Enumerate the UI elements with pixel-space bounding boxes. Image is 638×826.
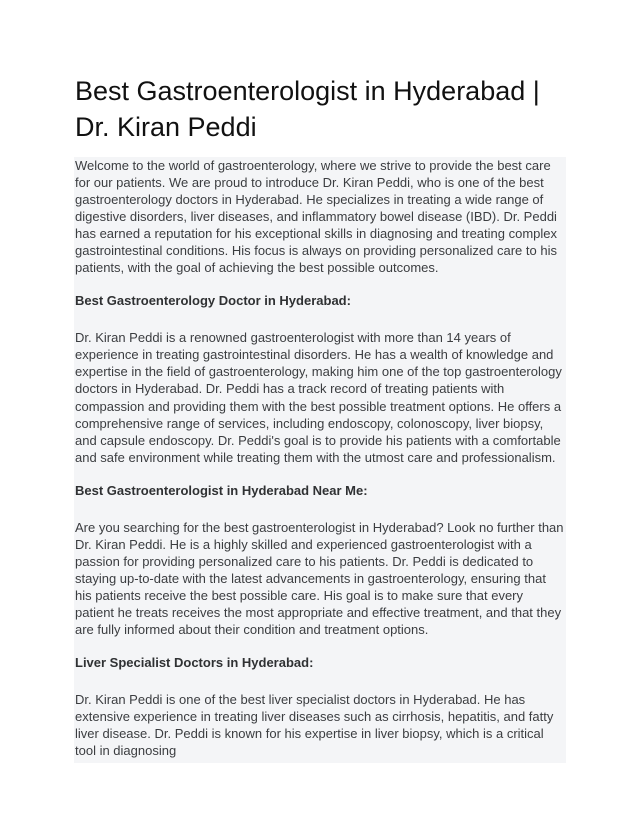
section-heading-gastroenterology-doctor: Best Gastroenterology Doctor in Hyderabad: [75, 293, 351, 309]
page-title: Best Gastroenterologist in Hyderabad | Dr. Kiran Peddi [75, 76, 540, 142]
section-paragraph-liver-specialist: Dr. Kiran Peddi is one of the best liver specialist doctors in Hyderabad. He has extensive experience in treating liver diseases such as cirrhosis, hepatitis, and fatty liver disease. Dr. Peddi is known for his expertise in liver biopsy, which is a critical tool in diagnosing [75, 692, 554, 759]
section-paragraph-gastroenterology-doctor: Dr. Kiran Peddi is a renowned gastroenterologist with more than 14 years of experience in treating gastrointestinal disorders. He has a wealth of knowledge and expertise in the field of gastroenterology, making him one of the top gastroenterology doctors in Hyderabad. Dr. Peddi has a track record of treating patients with compassion and providing them with the best possible treatment options. He offers a comprehensive range of services, including endoscopy, colonoscopy, liver biopsy, and capsule endoscopy. Dr. Peddi's goal is to provide his patients with a comfortable and safe environment while treating them with the utmost care and professionalism. [75, 330, 562, 465]
section-paragraph-near-me: Are you searching for the best gastroenterologist in Hyderabad? Look no further than Dr. Kiran Peddi. He is a highly skilled and experienced gastroenterologist with a passion for providing personalized care to his patients. Dr. Peddi is dedicated to staying up-to-date with the latest advancements in gastroenterology, ensuring that his patients receive the best possible care. His goal is to make sure that every patient he treats receives the most appropriate and effective treatment, and that they are fully informed about their condition and treatment options. [75, 519, 564, 637]
intro-paragraph: Welcome to the world of gastroenterology, where we strive to provide the best care for our patients. We are proud to introduce Dr. Kiran Peddi, who is one of the best gastroenterology doctors in Hyderabad. He specializes in treating a wide range of digestive disorders, liver diseases, and inflammatory bowel disease (IBD). Dr. Peddi has earned a reputation for his exceptional skills in diagnosing and treating complex gastrointestinal conditions. His focus is always on providing personalized care to his patients, with the goal of achieving the best possible outcomes. [75, 158, 558, 276]
content-block [74, 157, 566, 763]
section-heading-liver-specialist: Liver Specialist Doctors in Hyderabad: [75, 655, 314, 671]
section-heading-near-me: Best Gastroenterologist in Hyderabad Near Me: [75, 482, 368, 498]
